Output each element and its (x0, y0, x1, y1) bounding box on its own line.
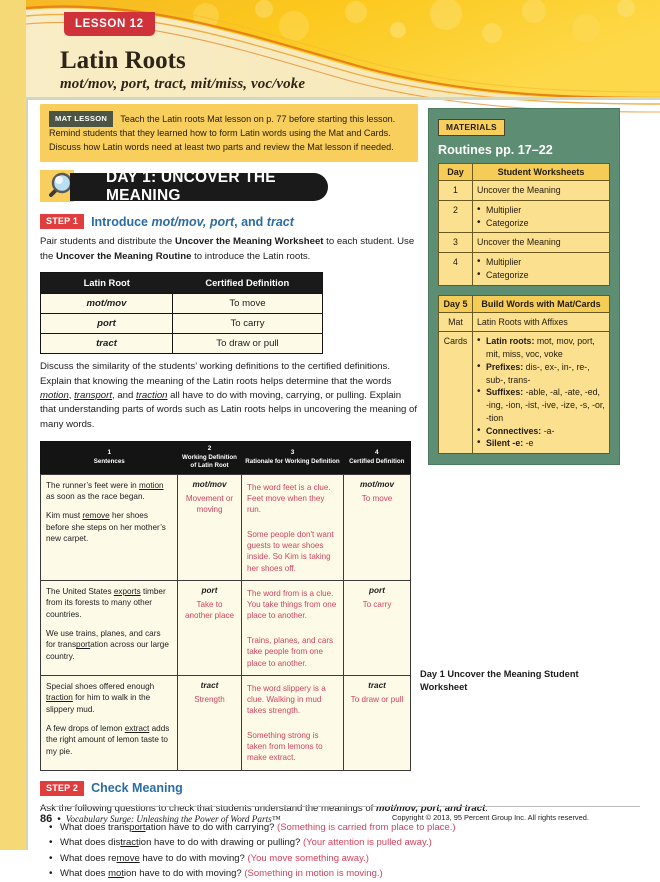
mat-label-cell: Mat (439, 312, 473, 332)
table-row (439, 332, 610, 454)
page-spine-bar (0, 0, 26, 850)
lesson-badge: LESSON 12 (64, 12, 155, 36)
list-item: • What does remove have to do with moving? (You move something away.) (40, 851, 540, 866)
page-subtitle: mot/mov, port, tract, mit/miss, voc/voke (60, 76, 306, 93)
header-day5: Day 5 (439, 295, 473, 312)
list-item: • Latin roots: mot, mov, port, mit, miss, voc, voke (477, 335, 605, 361)
list-item: • What does distraction have to do with drawing or pulling? (Your attention is pulled away.) (40, 835, 540, 850)
student-worksheets-table (438, 163, 610, 286)
page-header-banner (26, 0, 660, 100)
mat-lesson-text: Teach the Latin roots Mat lesson on p. 77 before starting this lesson. Remind students that they learned how to form Latin words using the Mat and Cards. Discuss how Latin words need at least two parts and review the Mat lesson if needed. (49, 114, 396, 152)
step-2-heading (40, 781, 418, 796)
answer-text: (Something in motion is moving.) (244, 868, 383, 880)
list-item: • Suffixes: -able, -al, -ate, -ed, -ing, -ion, -ist, -ive, -ize, -s, -or, -tion (477, 386, 605, 424)
page-title: Latin Roots (60, 47, 186, 74)
table-row (41, 334, 323, 354)
root-cell: tract (41, 334, 173, 354)
worksheet-working-def-cell: mot/mov Movement or moving (178, 474, 242, 580)
worksheet-working-def-cell: tract Strength (178, 675, 242, 770)
page-footer (40, 806, 640, 825)
day-cell: 4 (439, 253, 473, 286)
worksheet-table (40, 441, 411, 770)
worksheets-cell (473, 200, 610, 233)
worksheet-col-4: 4 Certified Definition (344, 442, 411, 475)
day-cell: 2 (439, 200, 473, 233)
worksheet-certified-cell: tract To draw or pull (344, 675, 411, 770)
step-2-badge: STEP 2 (40, 781, 84, 796)
worksheet-sentences-cell: Special shoes offered enough traction for him to walk in the slippery mud. A few drops of lemon extract adds the right amount of lemon taste to my pie. (41, 675, 178, 770)
root-table-header-definition: Certified Definition (173, 273, 323, 294)
sidebar-table1-header-row (439, 164, 610, 181)
cards-label-cell: Cards (439, 332, 473, 454)
cards-value-cell (473, 332, 610, 454)
definition-cell: To draw or pull (173, 334, 323, 354)
worksheet-rationale-cell: The word feet is a clue. Feet move when they run. Some people don't want guests to wear shoes inside. So Kim is taking her shoes off. (242, 474, 344, 580)
day-cell: 3 (439, 233, 473, 253)
table-row (439, 233, 610, 253)
table-row (439, 181, 610, 201)
table-row (41, 314, 323, 334)
worksheet-rationale-cell: The word from is a clue. You take things from one place to another. Trains, planes, and cars take people from one place to another. (242, 580, 344, 675)
worksheet-working-def-cell: port Take to another place (178, 580, 242, 675)
routines-heading: Routines pp. 17–22 (438, 143, 553, 157)
worksheet-col-2: 2 Working Definition of Latin Root (178, 442, 242, 475)
sidebar-spacer (438, 286, 610, 295)
mat-value-cell: Latin Roots with Affixes (473, 312, 610, 332)
table-row (439, 312, 610, 332)
table-row (439, 200, 610, 233)
step-1-heading (40, 214, 418, 229)
list-item: • Categorize (477, 269, 605, 282)
answer-text: (Something is carried from place to place.) (277, 822, 456, 834)
worksheet-certified-cell: port To carry (344, 580, 411, 675)
worksheets-cell (473, 253, 610, 286)
step-1-badge: STEP 1 (40, 214, 84, 229)
footer-separator: • (57, 814, 61, 825)
mat-lesson-tag: MAT LESSON (49, 111, 113, 127)
footer-title: Vocabulary Surge: Unleashing the Power of Word Parts™ (65, 814, 281, 824)
worksheet-sentences-cell: The United States exports timber from its forests to many other countries. We use trains, planes, and cars for transportation across our large country. (41, 580, 178, 675)
day-cell: 1 (439, 181, 473, 201)
answer-text: (Your attention is pulled away.) (302, 837, 432, 849)
worksheet-rationale-cell: The word slippery is a clue. Walking in mud takes strength. Something strong is taken from lemons to make extract. (242, 675, 344, 770)
step-2-title: Check Meaning (91, 781, 183, 796)
header-day: Day (439, 164, 473, 181)
worksheet-col-1: 1 Sentences (41, 442, 178, 475)
list-item: • What does transportation have to do with carrying? (Something is carried from place to place.) (40, 820, 540, 835)
worksheet-sentences-cell: The runner’s feet were in motion as soon as the race began. Kim must remove her shoes before she steps on her mother’s new carpet. (41, 474, 178, 580)
build-words-table (438, 295, 610, 455)
step-1-title: Introduce mot/mov, port, and tract (91, 214, 294, 229)
worksheet-certified-cell: mot/mov To move (344, 474, 411, 580)
root-cell: mot/mov (41, 294, 173, 314)
table-row (439, 253, 610, 286)
worksheet-header-row (41, 442, 411, 475)
copyright-notice: Copyright © 2013, 95 Percent Group Inc. All rights reserved. (392, 813, 589, 822)
step-1-paragraph-1: Pair students and distribute the Uncover the Meaning Worksheet to each student. Use the Uncover the Meaning Routine to introduce the Latin roots. (40, 236, 415, 262)
page-spine-rule (26, 0, 28, 850)
header-student-worksheets: Student Worksheets (473, 164, 610, 181)
list-item: • Multiplier (477, 204, 605, 217)
table-row (41, 580, 411, 675)
definition-cell: To move (173, 294, 323, 314)
mat-lesson-callout (40, 104, 418, 162)
list-item: • Multiplier (477, 256, 605, 269)
table-row (41, 294, 323, 314)
latin-root-definitions-table (40, 272, 323, 354)
page-number: 86 (40, 813, 53, 825)
materials-sidebar (428, 108, 620, 465)
uncover-meaning-worksheet (40, 441, 418, 770)
worksheet-col-3: 3 Rationale for Working Definition (242, 442, 344, 475)
worksheets-cell: Uncover the Meaning (473, 233, 610, 253)
day-banner-pill (70, 169, 328, 205)
root-table-header-row (41, 273, 323, 294)
header-build-words: Build Words with Mat/Cards (473, 295, 610, 312)
sidebar-table2-header-row (439, 295, 610, 312)
list-item: • Silent -e: -e (477, 437, 605, 450)
list-item: • Connectives: -a- (477, 425, 605, 438)
answer-text: (You move something away.) (247, 852, 369, 864)
step-2-intro: Ask the following questions to check that students understand the meanings of mot/mov, port, and tract. (40, 802, 488, 814)
check-meaning-questions (40, 820, 540, 882)
day-banner-label: DAY 1: UNCOVER THE MEANING (106, 169, 276, 205)
root-table-header-root: Latin Root (41, 273, 173, 294)
step-1-paragraph-2: Discuss the similarity of the students’ working definitions to the certified definitions. Explain that knowing the meaning of the Latin roots helps determine that the words motion, transport, and traction all have to do with moving, carrying, or pulling. Explain that understanding parts of words such as Latin roots helps in uncovering the meaning of many words. (40, 361, 418, 430)
worksheet-caption: Day 1 Uncover the Meaning Student Worksheet (420, 669, 579, 693)
list-item: • What does motion have to do with moving? (Something in motion is moving.) (40, 866, 540, 881)
root-cell: port (41, 314, 173, 334)
table-row (41, 675, 411, 770)
materials-tag: MATERIALS (438, 119, 505, 136)
day-banner (40, 169, 418, 205)
worksheets-cell: Uncover the Meaning (473, 181, 610, 201)
title-block (60, 48, 305, 93)
list-item: • Prefixes: dis-, ex-, in-, re-, sub-, trans- (477, 361, 605, 387)
table-row (41, 474, 411, 580)
definition-cell: To carry (173, 314, 323, 334)
list-item: • Categorize (477, 217, 605, 230)
